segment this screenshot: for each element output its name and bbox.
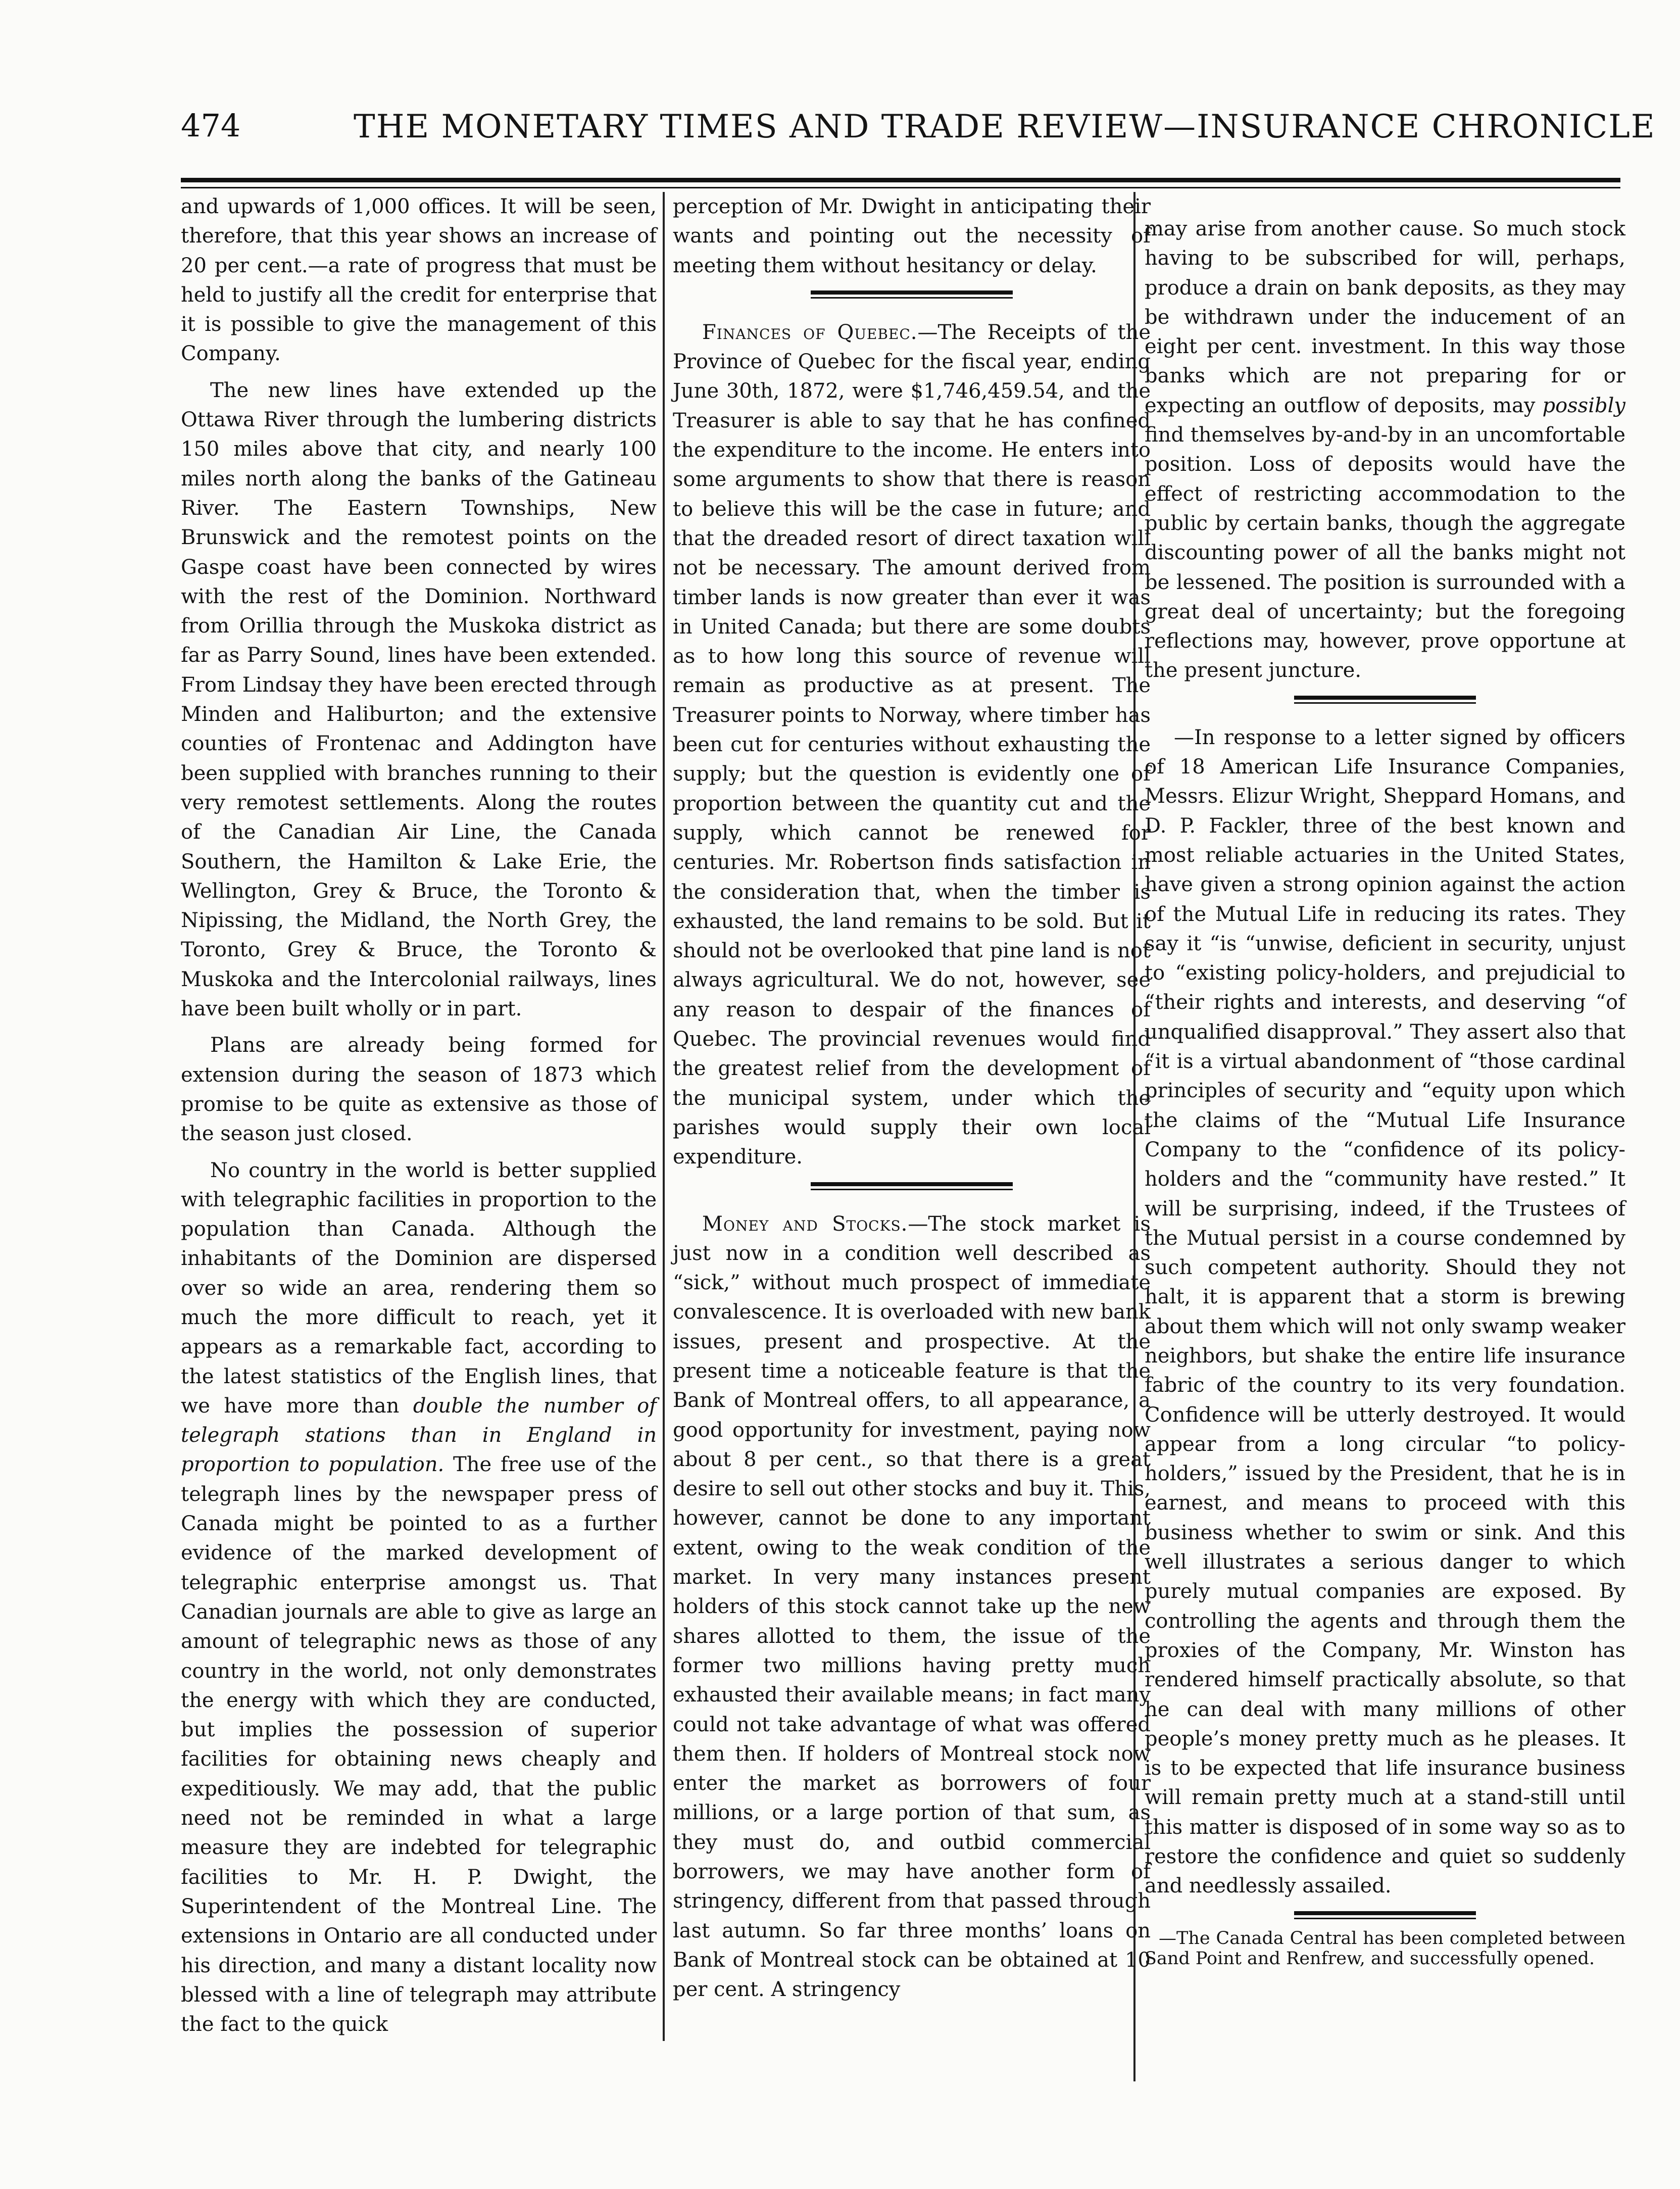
header-rule-thick <box>181 178 1620 182</box>
article-body: —The Receipts of the Province of Quebec for the fiscal year, ending June 30th, 1872, were $1,746,459.54, and the Treasurer is able to say that he has confined the expenditure to the income. He enters into some arguments to show that there is reason to believe this will be the case in future; and that the dreaded resort of direct taxation will not be necessary. The amount derived from timber lands is now greater than ever it was in United Canada; but there are some doubts as to how long this source of revenue will remain as productive as at present. The Treasurer points to Norway, where timber has been cut for centuries without exhausting the supply; but the question is evidently one of proportion between the quantity cut and the supply, which cannot be renewed for centuries. Mr. Robertson finds satisfaction in the consideration that, when the timber is exhausted, the land remains to be sold. But it should not be overlooked that pine land is not always agricultural. We do not, however, see any reason to despair of the finances of Quebec. The provincial revenues would find the greatest relief from the development of the municipal system, under which the parishes would supply their own local expenditure. <box>673 320 1151 1169</box>
news-item: —The Canada Central has been completed between Sand Point and Renfrew, and successfully opened. <box>1145 1928 1625 1969</box>
section-divider <box>1294 696 1476 704</box>
article-finances-of-quebec <box>673 318 1151 1172</box>
paragraph: —In response to a letter signed by officers of 18 American Life Insurance Companies, Messrs. Elizur Wright, Sheppard Homans, and D. P. Fackler, three of the best known and most reliable actuaries in the United States, have given a strong opinion against the action of the Mutual Life in reducing its rates. They say it “is “unwise, deficient in security, unjust to “existing policy-holders, and prejudicial to “their rights and interests, and deserving “of unqualified disapproval.” They assert also that “it is a virtual abandonment of “those cardinal principles of security and “equity upon which the claims of the “Mutual Life Insurance Company to the “confidence of its policy-holders and the “community have rested.” It will be surprising, indeed, if the Trustees of the Mutual persist in a course condemned by such competent authority. Should they not halt, it is apparent that a storm is brewing about them which will not only swamp weaker neighbors, but shake the entire life insurance fabric of the country to its very foundation. Confidence will be utterly destroyed. It would appear from a long circular “to policy-holders,” issued by the President, that he is in earnest, and means to proceed with this business whether to swim or sink. And this well illustrates a serious danger to which purely mutual companies are exposed. By controlling the agents and through them the proxies of the Company, Mr. Winston has rendered himself practically absolute, so that he can deal with many millions of other people’s money pretty much as he pleases. It is to be expected that life insurance business will remain pretty much at a stand-still until this matter is disposed of in some way so as to restore the confidence and quiet so suddenly and needlessly assailed. <box>1145 725 1625 1898</box>
paragraph: and upwards of 1,000 offices. It will be seen, therefore, that this year shows an increase of 20 per cent.—a rate of progress that must be held to justify all the credit for enterprise that it is possible to give the management of this Company. <box>181 195 657 366</box>
paragraph-text: No country in the world is better supplied with telegraphic facilities in proportion to the population than Canada. Although the inhabitants of the Dominion are dispersed over so wide an area, rendering them so much the more difficult to reach, yet it appears as a remarkable fact, according to the latest statistics of the English lines, that we have more than <box>181 1158 657 1418</box>
running-title: THE MONETARY TIMES AND TRADE REVIEW—INSURANCE CHRONICLE <box>354 108 1656 145</box>
paragraph: perception of Mr. Dwight in anticipating their wants and pointing out the necessity of meeting them without hesitancy or delay. <box>673 195 1151 277</box>
paragraph: The new lines have extended up the Ottawa River through the lumbering districts 150 miles above that city, and nearly 100 miles north along the banks of the Gatineau River. The Eastern Townships, New Brunswick and the remotest points on the Gaspe coast have been connected by wires with the rest of the Dominion. Northward from Orillia through the Muskoka district as far as Parry Sound, lines have been extended. From Lindsay they have been erected through Minden and Haliburton; and the extensive counties of Frontenac and Addington have been supplied with branches running to their very remotest settlements. Along the routes of the Canadian Air Line, the Canada Southern, the Hamilton & Lake Erie, the Wellington, Grey & Bruce, the Toronto & Nipissing, the Midland, the North Grey, the Toronto, Grey & Bruce, the Toronto & Muskoka and the Intercolonial railways, lines have been built wholly or in part. <box>181 378 657 1021</box>
paragraph-text: The free use of the telegraph lines by the newspaper press of Canada might be pointed to as a further evidence of the marked development of telegraphic enterprise amongst us. That Canadian journals are able to give as large an amount of telegraphic news as those of any country in the world, not only demonstrates the energy with which they are conducted, but implies the possession of superior facilities for obtaining news cheaply and expeditiously. We may add, that the public need not be reminded in what a large measure they are indebted for telegraphic facilities to Mr. H. P. Dwight, the Superintendent of the Montreal Line. The extensions in Ontario are all conducted under his direction, and many a distant locality now blessed with a line of telegraph may attribute the fact to the quick <box>181 1453 657 2036</box>
column-middle <box>673 192 1151 2012</box>
paragraph <box>181 1156 657 2039</box>
article-heading: Money and Stocks. <box>702 1212 908 1236</box>
article-heading: Finances of Quebec. <box>702 320 918 344</box>
article-body: —The stock market is just now in a condition well described as “sick,” without much prospect of immediate convalescence. It is overloaded with new bank issues, present and prospective. At the present time a noticeable feature is that the Bank of Montreal offers, to all appearance, a good opportunity for investment, paying now about 8 per cent., so that there is a great desire to sell out other stocks and buy it. This, however, cannot be done to any important extent, owing to the weak condition of the market. In very many instances present holders of this stock cannot take up the new shares allotted to them, the issue of the former two millions having pretty much exhausted their available means; in fact many could not take advantage of what was offered them then. If holders of Montreal stock now enter the market as borrowers of four millions, or a large portion of that sum, as they must do, and outbid commercial borrowers, we may have another form of stringency, different from that passed through last autumn. So far three months’ loans on Bank of Montreal stock can be obtained at 10 per cent. A stringency <box>673 1212 1151 2002</box>
column-left <box>181 192 657 2046</box>
section-divider <box>811 290 1013 299</box>
emphasis-text: double the number of telegraph stations than in England in proportion to population. <box>181 1394 657 1477</box>
paragraph: Plans are already being formed for extension during the season of 1873 which promise to be quite as extensive as those of the season just closed. <box>181 1034 657 1146</box>
column-divider-left <box>663 192 665 2041</box>
header-rule-thin <box>181 187 1620 188</box>
paragraph-text: find themselves by-and-by in an uncomfortable position. Loss of deposits would have the effect of restricting accommodation to the public by certain banks, though the aggregate discounting power of all the banks might not be lessened. The position is surrounded with a great deal of uncertainty; but the foregoing reflections may, however, prove opportune at the present juncture. <box>1145 423 1625 683</box>
paragraph-text: may arise from another cause. So much stock having to be subscribed for will, perhaps, produce a drain on bank deposits, as they may be withdrawn under the inducement of an eight per cent. investment. In this way those banks which are not preparing for or expecting an outflow of deposits, may <box>1145 217 1625 417</box>
paragraph <box>1145 214 1625 686</box>
section-divider <box>1294 1911 1476 1919</box>
section-divider <box>811 1182 1013 1190</box>
column-right <box>1145 214 1625 1976</box>
emphasis-text: possibly <box>1542 394 1625 417</box>
page-number: 474 <box>181 107 241 144</box>
article-money-and-stocks <box>673 1209 1151 2005</box>
